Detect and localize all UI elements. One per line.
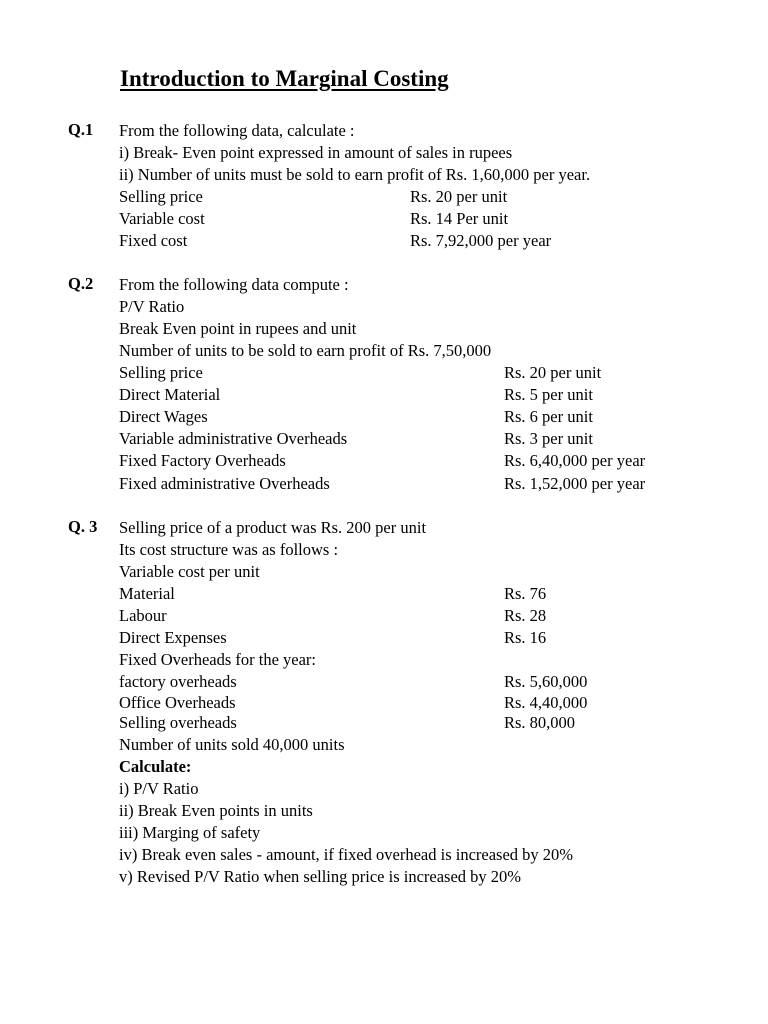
q2-item-label: Direct Material <box>119 385 221 404</box>
q2-line: From the following data compute : <box>119 275 349 294</box>
q2-item-value: Rs. 6,40,000 per year <box>504 451 646 470</box>
q2-item-label: Fixed Factory Overheads <box>119 451 286 470</box>
q2-number: Q.2 <box>68 274 94 293</box>
q3-task: ii) Break Even points in units <box>119 801 313 820</box>
q2-line: Break Even point in rupees and unit <box>119 319 357 338</box>
q3-calculate-heading: Calculate: <box>119 757 192 776</box>
q3-item-value: Rs. 76 <box>504 584 547 603</box>
q1-line: From the following data, calculate : <box>119 121 355 140</box>
q3-fixed-value: Rs. 80,000 <box>504 713 576 732</box>
q3-item-label: Material <box>119 584 175 603</box>
q1-item-label: Variable cost <box>119 209 205 228</box>
q1-item-label: Selling price <box>119 187 203 206</box>
q1-item-value: Rs. 20 per unit <box>410 187 508 206</box>
q2-item-label: Direct Wages <box>119 407 208 426</box>
q3-item-value: Rs. 28 <box>504 606 547 625</box>
q2-item-value: Rs. 3 per unit <box>504 429 593 448</box>
q2-item-label: Selling price <box>119 363 203 382</box>
page-title: Introduction to Marginal Costing <box>120 66 449 91</box>
q3-task: v) Revised P/V Ratio when selling price is increased by 20% <box>119 867 522 886</box>
q3-fixed-value: Rs. 4,40,000 <box>504 693 588 712</box>
q3-line: Its cost structure was as follows : <box>119 540 339 559</box>
q3-fixed-label: Office Overheads <box>119 693 236 712</box>
q3-fixed-value: Rs. 5,60,000 <box>504 672 588 691</box>
q3-item-label: Direct Expenses <box>119 628 227 647</box>
q3-fixed-label: factory overheads <box>119 672 237 691</box>
q2-item-label: Fixed administrative Overheads <box>119 474 330 493</box>
q1-item-value: Rs. 7,92,000 per year <box>410 231 552 250</box>
q3-item-value: Rs. 16 <box>504 628 547 647</box>
q3-fixed-label: Selling overheads <box>119 713 237 732</box>
q2-line: P/V Ratio <box>119 297 185 316</box>
q2-item-value: Rs. 1,52,000 per year <box>504 474 646 493</box>
q3-item-label: Labour <box>119 606 167 625</box>
q3-task: iii) Marging of safety <box>119 823 261 842</box>
q3-task: iv) Break even sales - amount, if fixed overhead is increased by 20% <box>119 845 574 864</box>
q3-task: i) P/V Ratio <box>119 779 199 798</box>
q2-item-value: Rs. 6 per unit <box>504 407 593 426</box>
q3-units-sold: Number of units sold 40,000 units <box>119 735 345 754</box>
q2-item-value: Rs. 20 per unit <box>504 363 602 382</box>
q1-number: Q.1 <box>68 120 94 139</box>
q3-fixed-heading: Fixed Overheads for the year: <box>119 650 317 669</box>
q2-item-value: Rs. 5 per unit <box>504 385 593 404</box>
q1-item-value: Rs. 14 Per unit <box>410 209 509 228</box>
q3-number: Q. 3 <box>68 517 98 536</box>
q1-line: ii) Number of units must be sold to earn profit of Rs. 1,60,000 per year. <box>119 165 591 184</box>
q1-item-label: Fixed cost <box>119 231 188 250</box>
q2-item-label: Variable administrative Overheads <box>119 429 348 448</box>
q1-line: i) Break- Even point expressed in amount of sales in rupees <box>119 143 513 162</box>
q3-line: Variable cost per unit <box>119 562 260 581</box>
q3-line: Selling price of a product was Rs. 200 per unit <box>119 518 427 537</box>
q2-line: Number of units to be sold to earn profit of Rs. 7,50,000 <box>119 341 492 360</box>
